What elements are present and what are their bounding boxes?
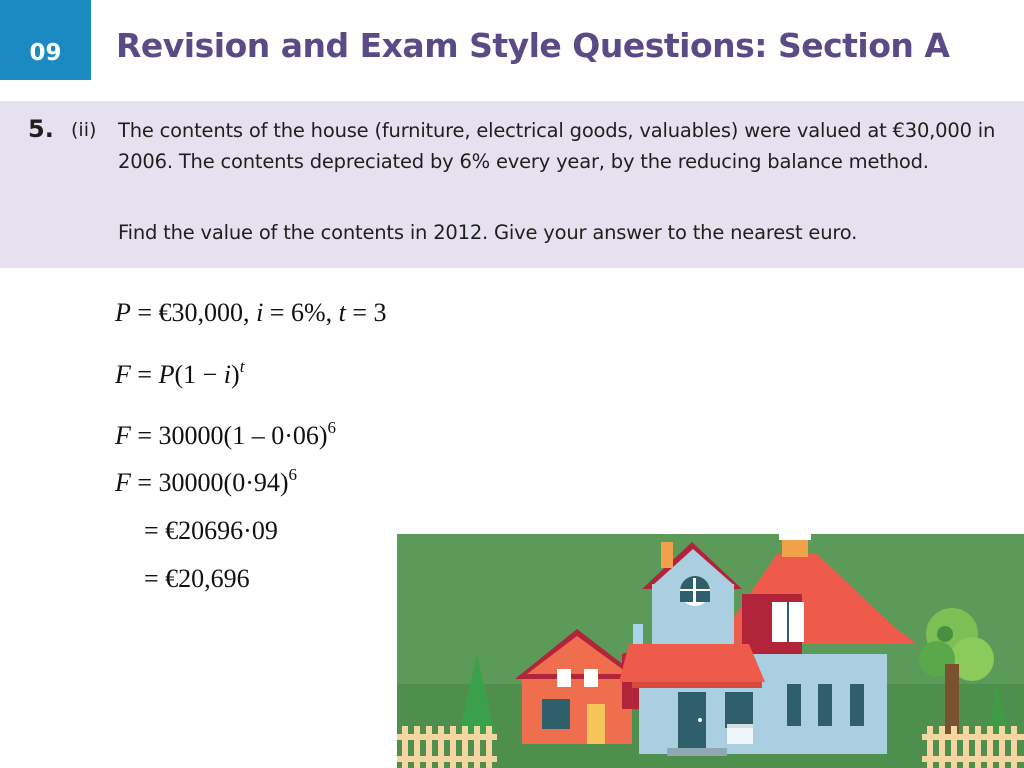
question-number: 5.	[28, 115, 54, 143]
chapter-number: 09	[29, 40, 62, 66]
given-values: P = €30,000, i = 6%, t = 3	[115, 298, 387, 327]
question-text: The contents of the house (furniture, electrical goods, valuables) were valued at €30,000 in 2006. The contents depreciated by 6% every year, by the reducing balance method.	[118, 119, 996, 173]
chapter-badge	[0, 0, 91, 80]
simplified-step: $F = 30000(0\cdot 94)^6$	[115, 465, 298, 497]
final-answer: = €20,696	[144, 564, 250, 593]
compound-formula: $F = P(1 - i)^t$	[115, 357, 245, 389]
slide-title: Revision and Exam Style Questions: Section A	[116, 26, 950, 65]
question-instruction: Find the value of the contents in 2012. Give your answer to the nearest euro.	[118, 221, 858, 244]
substitution-step: $F = 30000(1 - 0\cdot 06)^6$	[115, 418, 337, 450]
question-part: (ii)	[71, 119, 97, 141]
question-panel	[0, 101, 1024, 268]
house-illustration	[397, 534, 1024, 768]
evaluated-step: = €20696·09	[144, 516, 278, 545]
